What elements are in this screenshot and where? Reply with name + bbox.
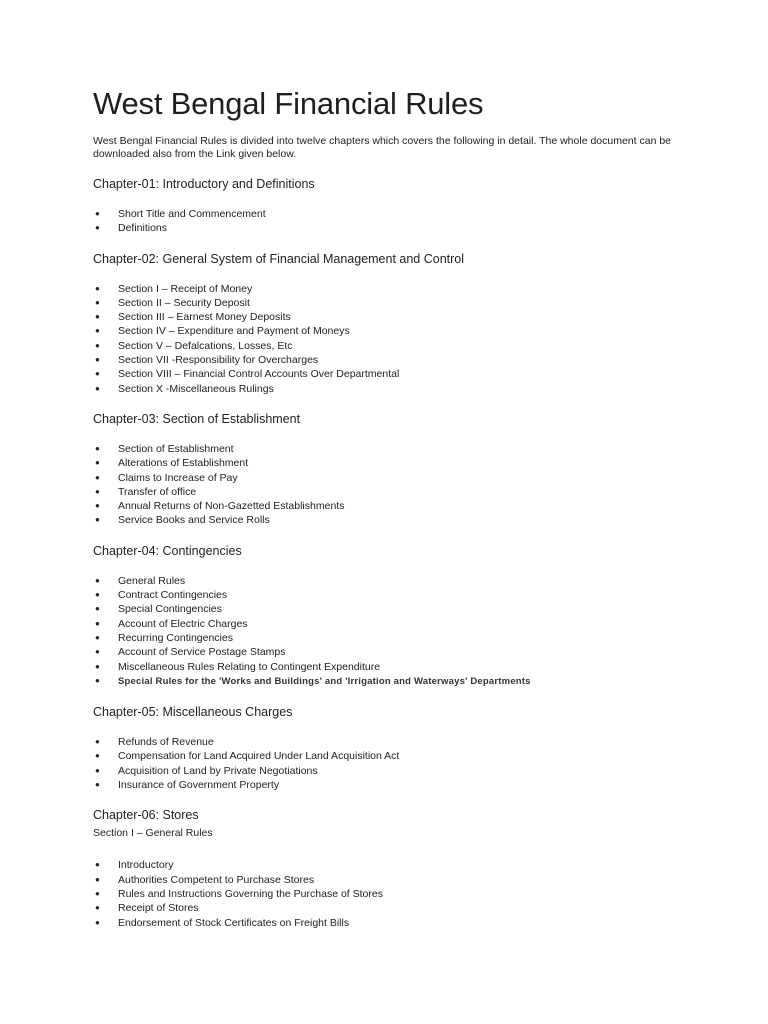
intro-paragraph: West Bengal Financial Rules is divided into twelve chapters which covers the following in detail. The whole document can be downloaded also from the Link given below. — [93, 135, 672, 160]
bullet-icon: ● — [95, 604, 100, 614]
bullet-icon: ● — [95, 874, 100, 884]
bullet-icon: ● — [95, 888, 100, 898]
chapter-item-list — [93, 574, 683, 689]
bullet-icon: ● — [95, 369, 100, 379]
chapter-item-list — [93, 735, 683, 792]
bullet-icon: ● — [95, 751, 100, 761]
document-page — [93, 86, 683, 930]
list-item: ● Special Contingencies — [95, 603, 222, 616]
bullet-icon: ● — [95, 486, 100, 496]
chapter-title: Chapter-05: Miscellaneous Charges — [93, 705, 293, 720]
list-item: ● Account of Service Postage Stamps — [95, 646, 286, 659]
bullet-icon: ● — [95, 283, 100, 293]
chapter-item-list — [93, 282, 683, 396]
bullet-icon: ● — [95, 860, 100, 870]
list-item: ● General Rules — [95, 574, 186, 587]
bullet-icon: ● — [95, 647, 100, 657]
list-item: ● Rules and Instructions Governing the Purchase of Stores — [95, 887, 383, 900]
bullet-icon: ● — [95, 472, 100, 482]
bullet-icon: ● — [95, 326, 100, 336]
bullet-icon: ● — [95, 765, 100, 775]
list-item: ● Receipt of Stores — [95, 902, 199, 915]
list-item: ● Section VIII – Financial Control Accounts Over Departmental — [95, 368, 400, 381]
list-item: ● Recurring Contingencies — [95, 631, 233, 644]
bullet-icon: ● — [95, 632, 100, 642]
chapter-title: Chapter-03: Section of Establishment — [93, 411, 301, 426]
list-item: ● Introductory — [95, 859, 174, 872]
bullet-icon: ● — [95, 780, 100, 790]
chapter-title: Chapter-02: General System of Financial Management and Control — [93, 251, 465, 266]
bullet-icon: ● — [95, 383, 100, 393]
bullet-icon: ● — [95, 590, 100, 600]
list-item: ● Service Books and Service Rolls — [95, 514, 270, 527]
list-item: ● Special Rules for the 'Works and Buildings' and 'Irrigation and Waterways' Departments — [95, 675, 531, 687]
bullet-icon: ● — [95, 737, 100, 747]
list-item: ● Section of Establishment — [95, 442, 234, 455]
list-item: ● Section I – Receipt of Money — [95, 282, 253, 295]
bullet-icon: ● — [95, 575, 100, 585]
list-item: ● Authorities Competent to Purchase Stores — [95, 873, 315, 886]
list-item: ● Miscellaneous Rules Relating to Contingent Expenditure — [95, 660, 381, 673]
list-item: ● Insurance of Government Property — [95, 779, 280, 792]
chapter-04 — [93, 544, 683, 689]
bullet-icon: ● — [95, 312, 100, 322]
list-item: ● Section X -Miscellaneous Rulings — [95, 382, 274, 395]
chapter-title: Chapter-01: Introductory and Definitions — [93, 177, 315, 191]
list-item: ● Alterations of Establishment — [95, 457, 249, 470]
bullet-icon: ● — [95, 661, 100, 671]
bullet-icon: ● — [95, 917, 100, 927]
bullet-icon: ● — [95, 297, 100, 307]
list-item: ● Section VII -Responsibility for Overcharges — [95, 354, 319, 367]
document-title: West Bengal Financial Rules — [93, 86, 484, 121]
list-item: ● Compensation for Land Acquired Under Land Acquisition Act — [95, 750, 400, 763]
list-item: ● Section III – Earnest Money Deposits — [95, 311, 291, 324]
chapter-item-list — [93, 858, 683, 929]
bullet-icon: ● — [95, 340, 100, 350]
chapter-item-list — [93, 207, 683, 236]
section-subtitle: Section I – General Rules — [93, 827, 213, 840]
chapter-03 — [93, 412, 683, 528]
list-item: ● Claims to Increase of Pay — [95, 471, 238, 484]
bullet-icon: ● — [95, 675, 100, 685]
list-item: ● Annual Returns of Non-Gazetted Establishments — [95, 500, 345, 513]
chapter-05 — [93, 705, 683, 792]
bullet-icon: ● — [95, 618, 100, 628]
chapter-01 — [93, 177, 683, 236]
list-item: ● Endorsement of Stock Certificates on Freight Bills — [95, 916, 350, 929]
list-item: ● Account of Electric Charges — [95, 617, 248, 630]
list-item: ● Acquisition of Land by Private Negotiations — [95, 764, 318, 777]
chapter-title: Chapter-06: Stores — [93, 808, 199, 823]
bullet-icon: ● — [95, 355, 100, 365]
bullet-icon: ● — [95, 903, 100, 913]
list-item: ● Section II – Security Deposit — [95, 296, 250, 309]
bullet-icon: ● — [95, 458, 100, 468]
list-item: ● Contract Contingencies — [95, 589, 228, 602]
bullet-icon: ● — [95, 515, 100, 525]
list-item: ● Section V – Defalcations, Losses, Etc — [95, 339, 293, 352]
chapter-title: Chapter-04: Contingencies — [93, 543, 242, 558]
list-item: ● Section IV – Expenditure and Payment of Moneys — [95, 325, 350, 338]
list-item: ● Refunds of Revenue — [95, 736, 214, 749]
list-item: ● Transfer of office — [95, 485, 197, 498]
list-item: ● Definitions — [95, 222, 168, 235]
chapter-item-list — [93, 442, 683, 528]
bullet-icon: ● — [95, 501, 100, 511]
list-item: ● Short Title and Commencement — [95, 208, 266, 220]
chapter-02 — [93, 252, 683, 396]
bullet-icon: ● — [95, 223, 100, 233]
bullet-icon: ● — [95, 209, 100, 218]
chapter-06 — [93, 808, 683, 929]
bullet-icon: ● — [95, 443, 100, 453]
